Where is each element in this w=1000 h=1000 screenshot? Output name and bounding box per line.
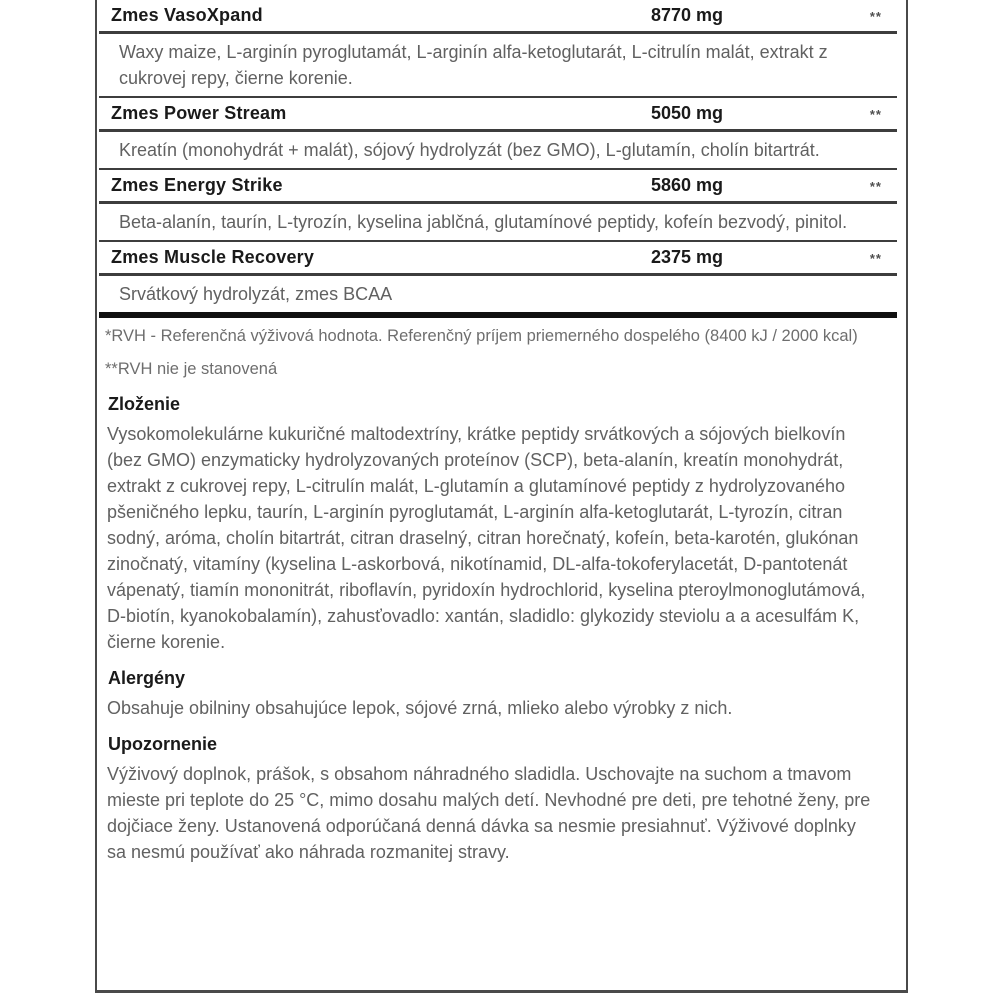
blend-row-header xyxy=(97,98,906,129)
blend-amount: 5050 mg xyxy=(651,103,724,123)
blend-ingredients: Beta-alanín, taurín, L-tyrozín, kyselina jablčná, glutamínové peptidy, kofeín bezvodý, pinitol. xyxy=(119,211,848,232)
blend-ingredients: Waxy maize, L-arginín pyroglutamát, L-arginín alfa-ketoglutarát, L-citrulín malát, extrakt z cukrovej repy, čierne korenie. xyxy=(119,41,828,88)
allergens-text: Obsahuje obilniny obsahujúce lepok, sójové zrná, mlieko alebo výrobky z nich. xyxy=(107,697,733,718)
blend-name: Zmes VasoXpand xyxy=(111,5,263,25)
section-heading-composition: Zloženie xyxy=(108,393,181,414)
rvh-marker: ** xyxy=(869,107,882,122)
blend-amount: 5860 mg xyxy=(651,175,724,195)
rvh-marker: ** xyxy=(869,179,882,194)
composition-text: Vysokomolekulárne kukuričné maltodextríny, krátke peptidy srvátkových a sójových bielkovín (bez GMO) enzymaticky hydrolyzovaných proteínov (SCP), beta-alanín, kreatín monohydrát, extrakt z cukrovej repy, L-citrulín malát, L-glutamín a glutamínové peptidy z hydrolyzovaného pšeničného lepku, taurín, L-arginín pyroglutamát, L-arginín alfa-ketoglutarát, L-tyrozín, citran sodný, aróma, cholín bitartrát, citran draselný, citran horečnatý, kofeín, beta-karotén, glukónan zinočnatý, vitamíny (kyselina L-askorbová, nikotínamid, DL-alfa-tokoferylacetát, D-pantotenát vápenatý, tiamín mononitrát, riboflavín, pyridoxín hydrochlorid, kyselina pteroylmonoglutámová, D-biotín, kyanokobalamín), zahusťovadlo: xantán, sladidlo: glykozidy steviolu a a acesulfám K, čierne korenie. xyxy=(107,423,866,652)
rvh-marker: ** xyxy=(869,9,882,24)
blend-ingredients: Srvátkový hydrolyzát, zmes BCAA xyxy=(119,283,393,304)
blend-row-header xyxy=(97,242,906,273)
blend-row-header xyxy=(97,170,906,201)
blend-name: Zmes Power Stream xyxy=(111,103,287,123)
rvh-marker: ** xyxy=(869,251,882,266)
blend-amount: 8770 mg xyxy=(651,5,724,25)
table-end-divider xyxy=(99,312,897,318)
footnote-rvh-definition: *RVH - Referenčná výživová hodnota. Referenčný príjem priemerného dospelého (8400 kJ / 2000 kcal) xyxy=(105,326,858,345)
blend-amount: 2375 mg xyxy=(651,247,724,267)
section-heading-allergens: Alergény xyxy=(108,667,186,688)
blend-name: Zmes Energy Strike xyxy=(111,175,283,195)
blend-name: Zmes Muscle Recovery xyxy=(111,247,315,267)
footnote-rvh-not-set: **RVH nie je stanovená xyxy=(105,359,278,378)
warning-text: Výživový doplnok, prášok, s obsahom náhradného sladidla. Uschovajte na suchom a tmavom mieste pri teplote do 25 °C, mimo dosahu malých detí. Nevhodné pre deti, pre tehotné ženy, pre dojčiace ženy. Ustanovená odporúčaná denná dávka sa nesmie presiahnuť. Výživové doplnky sa nesmú používať ako náhrada rozmanitej stravy. xyxy=(107,763,871,862)
label-panel xyxy=(95,0,908,993)
section-heading-warning: Upozornenie xyxy=(108,733,218,754)
blend-row-header xyxy=(97,0,906,31)
blend-ingredients: Kreatín (monohydrát + malát), sójový hydrolyzát (bez GMO), L-glutamín, cholín bitartrát. xyxy=(119,139,820,160)
